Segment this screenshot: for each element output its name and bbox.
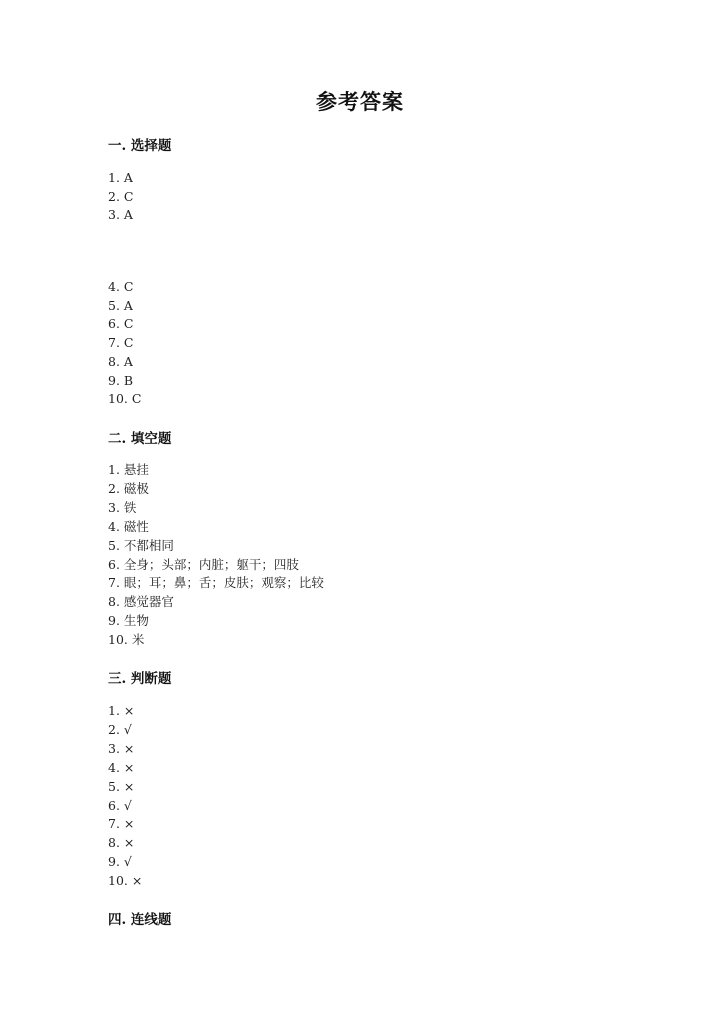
judge-answer: 9. √ [108, 854, 132, 869]
section-heading-fill: 二. 填空题 [108, 431, 172, 447]
judge-answer: 4. × [108, 760, 135, 775]
judge-answer: 2. √ [108, 722, 132, 737]
choice-answer: 9. B [108, 373, 134, 388]
judge-answer: 5. × [108, 779, 135, 794]
fill-answer: 5. 不都相同 [108, 538, 174, 553]
section-heading-judge: 三. 判断题 [108, 671, 172, 687]
judge-answer: 1. × [108, 703, 135, 718]
choice-answer: 5. A [108, 298, 133, 313]
choice-answer: 3. A [108, 207, 133, 222]
fill-answer: 9. 生物 [108, 613, 149, 628]
fill-answer: 10. 米 [108, 632, 145, 647]
choice-answer: 8. A [108, 354, 133, 369]
judge-answer: 8. × [108, 835, 135, 850]
fill-answer: 1. 悬挂 [108, 462, 149, 477]
choice-answer: 6. C [108, 316, 134, 331]
fill-answer: 3. 铁 [108, 500, 137, 515]
judge-answer: 6. √ [108, 798, 132, 813]
fill-answer: 7. 眼；耳；鼻；舌；皮肤；观察；比较 [108, 575, 324, 590]
choice-answer: 7. C [108, 335, 134, 350]
judge-answer: 7. × [108, 816, 135, 831]
section-heading-choice: 一. 选择题 [108, 138, 172, 154]
page-title: 参考答案 [316, 89, 404, 114]
section-heading-matching: 四. 连线题 [108, 912, 172, 928]
choice-answer: 1. A [108, 170, 133, 185]
fill-answer: 8. 感觉器官 [108, 594, 174, 609]
judge-answer: 10. × [108, 873, 143, 888]
choice-answer: 10. C [108, 391, 142, 406]
choice-answer: 4. C [108, 279, 134, 294]
fill-answer: 6. 全身；头部；内脏；躯干；四肢 [108, 557, 299, 572]
judge-answer: 3. × [108, 741, 135, 756]
fill-answer: 2. 磁极 [108, 481, 149, 496]
fill-answer: 4. 磁性 [108, 519, 149, 534]
choice-answer: 2. C [108, 189, 134, 204]
